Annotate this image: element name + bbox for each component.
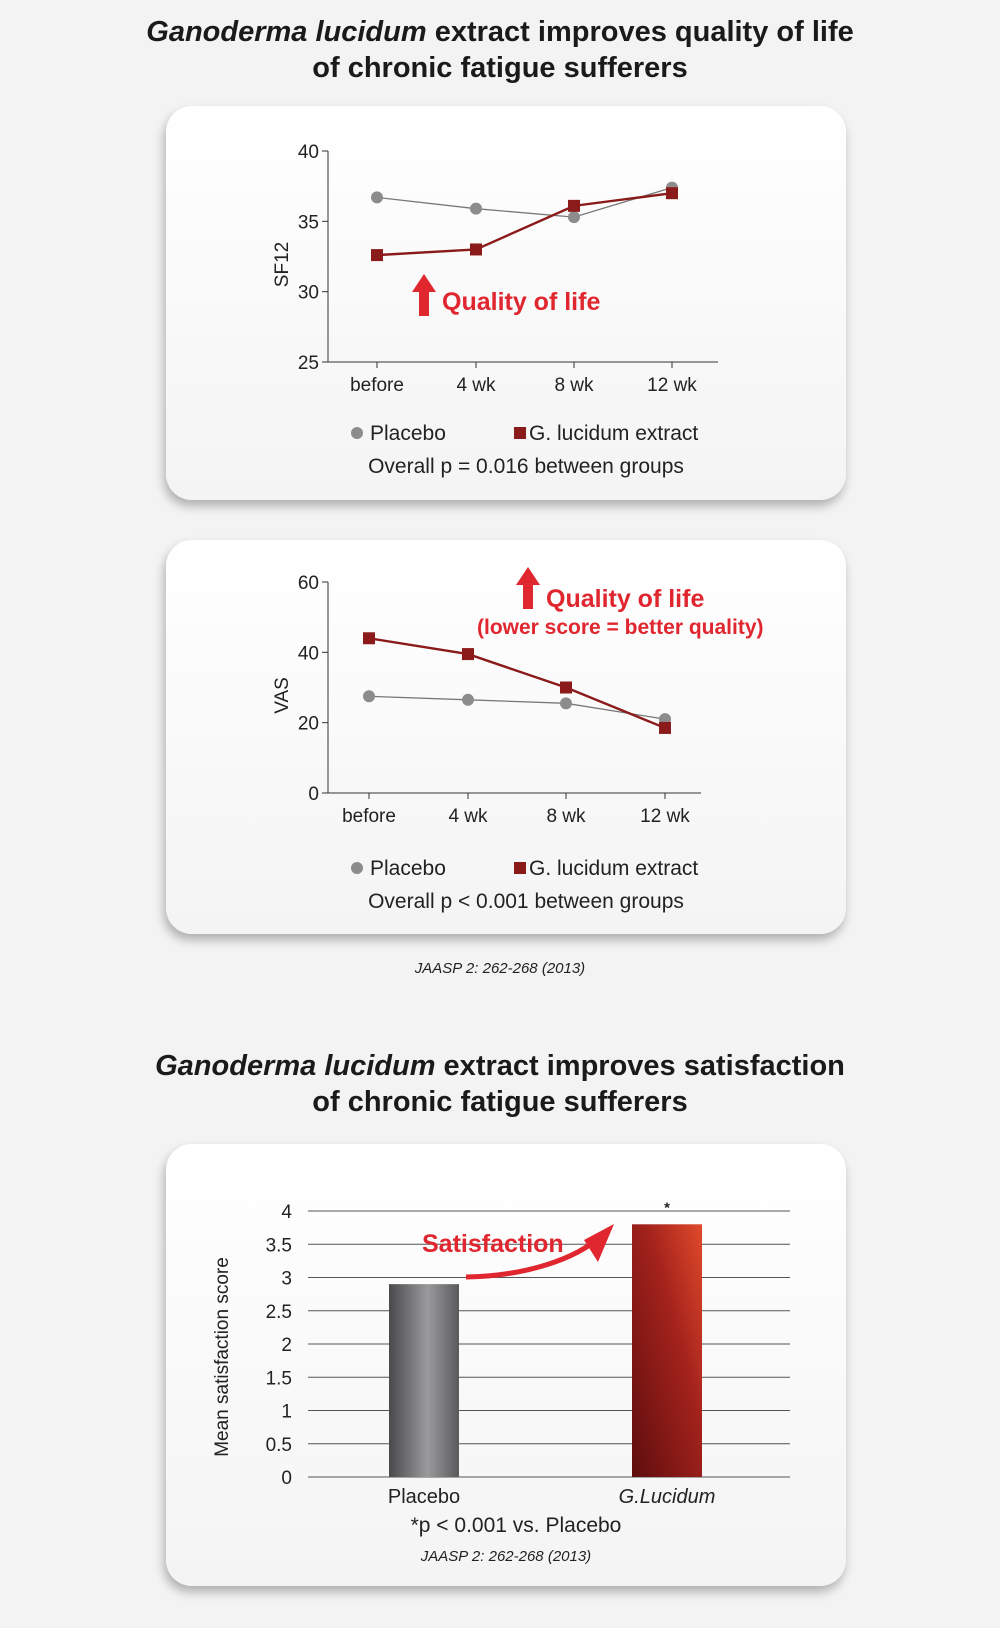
y-tick-label: 20	[297, 713, 319, 735]
y-tick-label: 40	[297, 142, 319, 163]
y-tick-label: 3	[281, 1268, 292, 1290]
title-rest: extract improves quality of life	[426, 16, 854, 48]
extract-point	[462, 648, 474, 660]
title-species: Ganoderma lucidum	[146, 16, 427, 48]
extract-point	[363, 632, 375, 644]
y-tick-label: 30	[297, 282, 319, 304]
y-tick-label: 60	[297, 573, 319, 594]
title-line2: of chronic fatigue sufferers	[312, 52, 688, 84]
x-tick-label: 4 wk	[448, 806, 488, 827]
citation-1: JAASP 2: 262-268 (2013)	[414, 960, 586, 977]
significance-asterisk: *	[664, 1199, 670, 1217]
extract-point	[371, 249, 383, 261]
y-tick-label: 25	[297, 353, 319, 374]
annotation-quality-of-life: Quality of life	[546, 585, 705, 613]
p-value-note: Overall p = 0.016 between groups	[368, 455, 684, 478]
title-quality-of-life	[0, 14, 1000, 86]
legend-extract-marker	[514, 862, 526, 874]
title-satisfaction	[0, 1048, 1000, 1120]
extract-point	[666, 187, 678, 199]
x-tick-label: 4 wk	[456, 375, 496, 396]
legend-placebo-label: Placebo	[370, 857, 446, 880]
bar-placebo	[389, 1284, 459, 1477]
y-axis-label: VAS	[272, 677, 293, 714]
extract-point	[659, 722, 671, 734]
up-arrow-icon	[516, 567, 540, 609]
citation-2: JAASP 2: 262-268 (2013)	[420, 1548, 592, 1565]
y-axis-label: Mean satisfaction score	[212, 1257, 233, 1457]
y-tick-label: 0	[281, 1468, 292, 1489]
sf12-line-chart	[166, 106, 846, 500]
y-tick-label: 1.5	[265, 1368, 292, 1390]
placebo-point	[371, 191, 383, 203]
title-rest: extract improves satisfaction	[435, 1050, 845, 1082]
y-axis-label: SF12	[272, 241, 293, 288]
x-tick-label: 12 wk	[640, 806, 690, 827]
y-tick-label: 1	[281, 1401, 292, 1423]
x-tick-label: G.Lucidum	[618, 1486, 716, 1508]
x-tick-label: 8 wk	[546, 806, 586, 827]
arrow-head-icon	[584, 1224, 614, 1262]
title-line2: of chronic fatigue sufferers	[312, 1086, 688, 1118]
placebo-point	[363, 690, 375, 702]
y-tick-label: 2	[281, 1335, 292, 1356]
annotation-satisfaction: Satisfaction	[422, 1230, 564, 1258]
x-tick-label: Placebo	[387, 1486, 461, 1508]
legend-placebo-marker	[351, 427, 363, 439]
legend-extract-label: G. lucidum extract	[529, 857, 699, 880]
y-tick-label: 2.5	[265, 1301, 292, 1323]
p-value-note: Overall p < 0.001 between groups	[368, 890, 684, 913]
placebo-point	[462, 694, 474, 706]
p-value-note: *p < 0.001 vs. Placebo	[410, 1514, 622, 1537]
placebo-line	[377, 188, 672, 218]
title-species: Ganoderma lucidum	[155, 1050, 436, 1082]
x-tick-label: 12 wk	[647, 375, 697, 396]
satisfaction-bar-chart	[166, 1144, 846, 1586]
satisfaction-chart-card	[166, 1144, 846, 1586]
extract-point	[560, 682, 572, 694]
sf12-chart-card	[166, 106, 846, 500]
y-tick-label: 35	[297, 212, 319, 234]
annotation-lower-score: (lower score = better quality)	[477, 616, 764, 639]
up-arrow-icon	[412, 274, 436, 316]
legend-extract-label: G. lucidum extract	[529, 422, 699, 445]
legend-placebo-label: Placebo	[370, 422, 446, 445]
annotation-quality-of-life: Quality of life	[442, 288, 601, 316]
extract-point	[470, 243, 482, 255]
extract-point	[568, 200, 580, 212]
bar-g-lucidum	[632, 1224, 702, 1477]
x-tick-label: 8 wk	[554, 375, 594, 396]
y-tick-label: 3.5	[265, 1235, 292, 1257]
placebo-point	[560, 697, 572, 709]
y-tick-label: 0	[308, 784, 319, 805]
placebo-point	[568, 211, 580, 223]
legend-placebo-marker	[351, 862, 363, 874]
extract-line	[369, 638, 665, 728]
y-tick-label: 4	[281, 1202, 292, 1223]
placebo-line	[369, 696, 665, 719]
y-tick-label: 40	[297, 643, 319, 665]
placebo-point	[470, 203, 482, 215]
vas-line-chart	[166, 540, 846, 934]
x-tick-label: before	[342, 806, 396, 827]
vas-chart-card	[166, 540, 846, 934]
x-tick-label: before	[350, 375, 404, 396]
y-tick-label: 0.5	[265, 1434, 292, 1456]
legend-extract-marker	[514, 427, 526, 439]
